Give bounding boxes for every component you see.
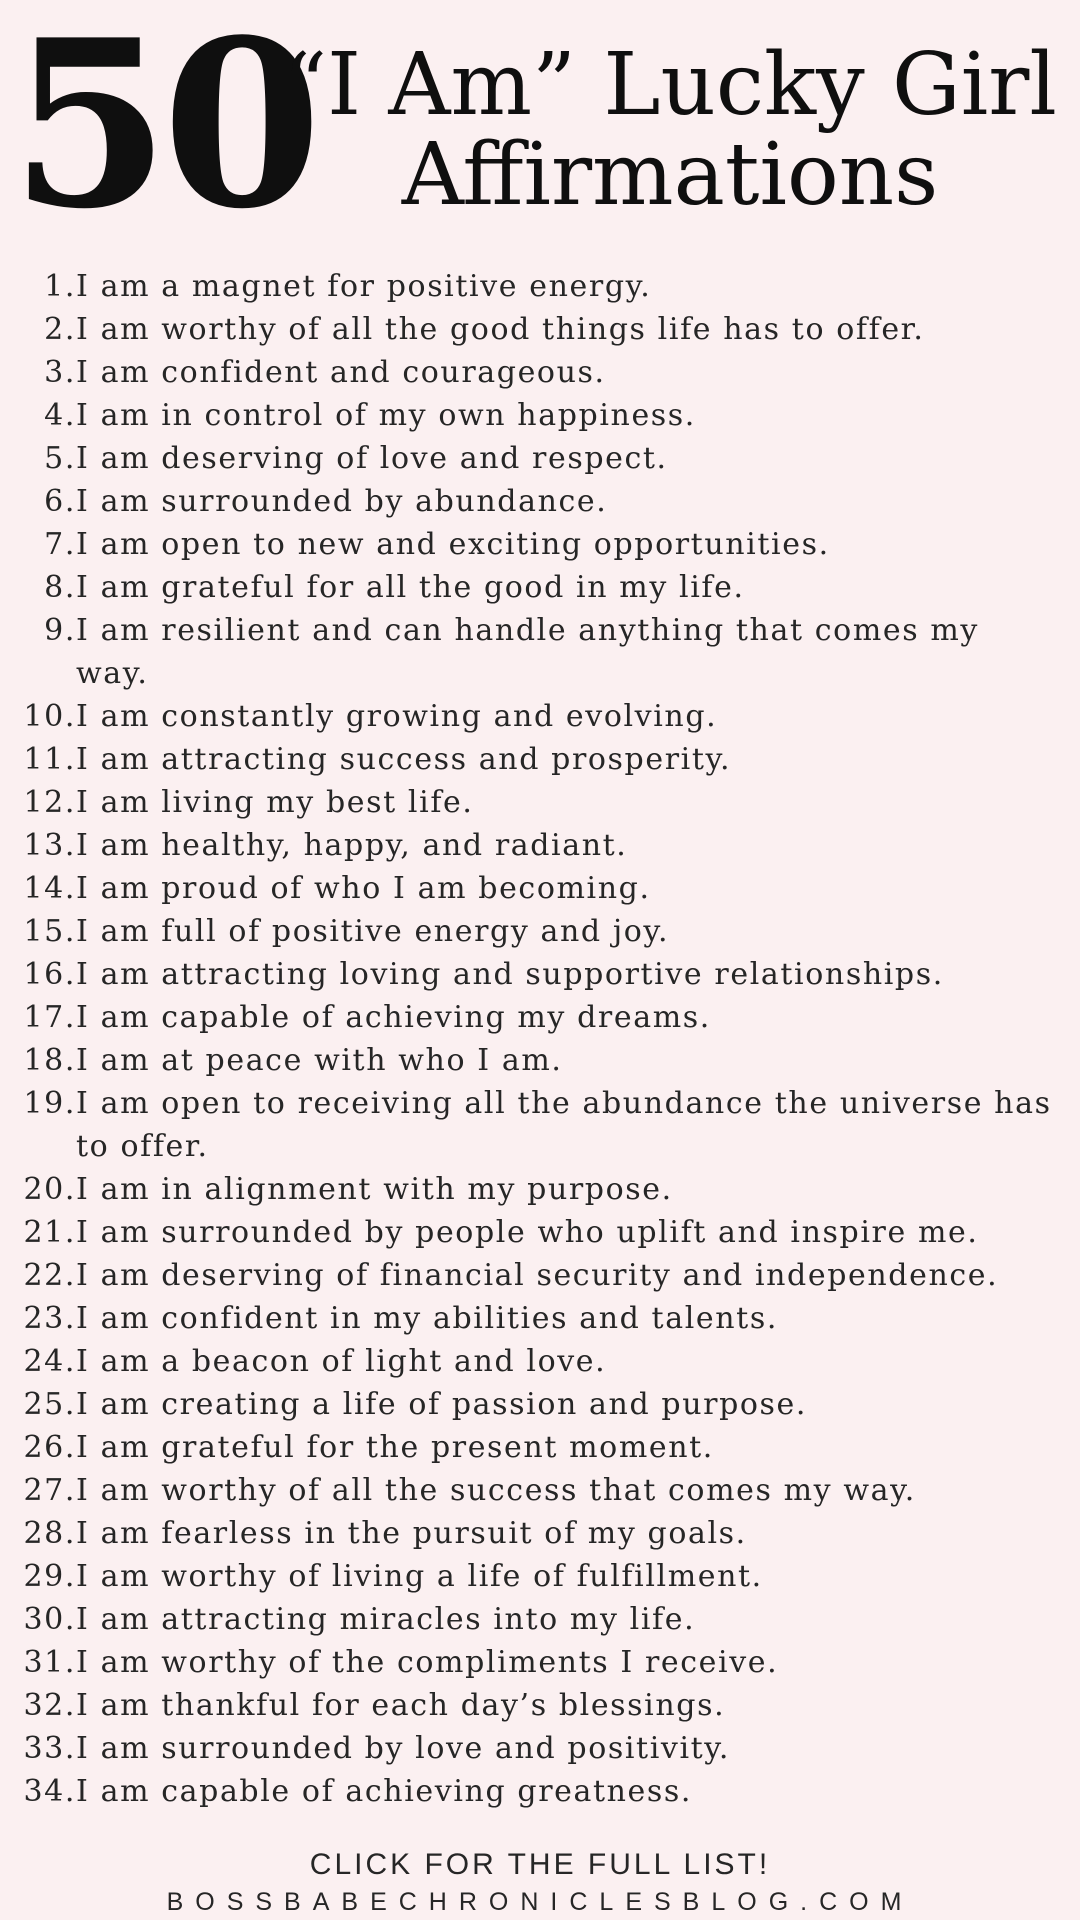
title-line-1: “I Am” Lucky Girl <box>283 35 1057 135</box>
header <box>0 0 1080 260</box>
list-item-number: 29. <box>23 1559 76 1594</box>
list-item-text: I am living my best life. <box>76 785 474 820</box>
list-item <box>18 1383 1058 1426</box>
list-item-number: 5. <box>44 441 76 476</box>
list-item-number: 16. <box>23 957 76 992</box>
list-item-number: 32. <box>23 1688 76 1723</box>
list-item <box>18 695 1058 738</box>
list-item-text: I am a magnet for positive energy. <box>76 269 652 304</box>
list-item-number: 23. <box>23 1301 76 1336</box>
list-item <box>18 1340 1058 1383</box>
page-title <box>270 35 1070 225</box>
list-item-text: I am healthy, happy, and radiant. <box>76 828 628 863</box>
list-item <box>18 1727 1058 1770</box>
list-item <box>18 265 1058 308</box>
list-item-text: I am worthy of living a life of fulfillment. <box>76 1559 763 1594</box>
list-item-text: I am worthy of all the success that comes my way. <box>76 1473 916 1508</box>
affirmation-list <box>18 265 1058 1813</box>
list-item-number: 31. <box>23 1645 76 1680</box>
list-item-number: 10. <box>23 699 76 734</box>
list-item <box>18 308 1058 351</box>
big-number: 50 <box>10 0 315 260</box>
list-item-number: 8. <box>44 570 76 605</box>
list-item-number: 33. <box>23 1731 76 1766</box>
list-item-text: I am surrounded by people who uplift and inspire me. <box>76 1215 979 1250</box>
list-item-number: 24. <box>23 1344 76 1379</box>
cta-link[interactable]: CLICK FOR THE FULL LIST! <box>309 1848 771 1881</box>
list-item-number: 26. <box>23 1430 76 1465</box>
list-item-text: I am open to receiving all the abundance the universe has to offer. <box>76 1086 1052 1164</box>
list-item-number: 12. <box>23 785 76 820</box>
list-item <box>18 1039 1058 1082</box>
list-item <box>18 351 1058 394</box>
list-item-number: 34. <box>23 1774 76 1809</box>
list-item-text: I am confident in my abilities and talents. <box>76 1301 778 1336</box>
list-item <box>18 781 1058 824</box>
list-item-number: 4. <box>44 398 76 433</box>
list-item-number: 9. <box>44 613 76 648</box>
list-item-text: I am at peace with who I am. <box>76 1043 563 1078</box>
list-item <box>18 738 1058 781</box>
list-item-number: 13. <box>23 828 76 863</box>
list-item-number: 19. <box>23 1086 76 1121</box>
list-item <box>18 1770 1058 1813</box>
list-item-text: I am grateful for all the good in my life. <box>76 570 745 605</box>
list-item-text: I am creating a life of passion and purpose. <box>76 1387 808 1422</box>
list-item <box>18 609 1058 695</box>
list-item-text: I am proud of who I am becoming. <box>76 871 651 906</box>
site-url[interactable]: BOSSBABECHRONICLESBLOG.COM <box>166 1888 914 1916</box>
list-item <box>18 523 1058 566</box>
list-item-number: 30. <box>23 1602 76 1637</box>
list-item <box>18 1641 1058 1684</box>
list-item-text: I am constantly growing and evolving. <box>76 699 718 734</box>
list-item <box>18 1082 1058 1168</box>
list-item-text: I am open to new and exciting opportunities. <box>76 527 830 562</box>
list-item <box>18 1555 1058 1598</box>
list-item-text: I am worthy of all the good things life has to offer. <box>76 312 925 347</box>
list-item-text: I am capable of achieving my dreams. <box>76 1000 711 1035</box>
list-item <box>18 566 1058 609</box>
list-item <box>18 910 1058 953</box>
list-item-number: 21. <box>23 1215 76 1250</box>
list-item <box>18 1254 1058 1297</box>
list-item <box>18 1426 1058 1469</box>
list-item <box>18 824 1058 867</box>
list-item-text: I am deserving of financial security and independence. <box>76 1258 999 1293</box>
list-item-number: 17. <box>23 1000 76 1035</box>
list-item-number: 15. <box>23 914 76 949</box>
list-item-text: I am surrounded by love and positivity. <box>76 1731 730 1766</box>
list-item-number: 22. <box>23 1258 76 1293</box>
list-item-text: I am attracting success and prosperity. <box>76 742 732 777</box>
list-item <box>18 1469 1058 1512</box>
list-item-number: 11. <box>23 742 76 777</box>
list-item-number: 28. <box>23 1516 76 1551</box>
list-item <box>18 480 1058 523</box>
list-item-number: 6. <box>44 484 76 519</box>
list-item <box>18 1598 1058 1641</box>
list-item-number: 7. <box>44 527 76 562</box>
title-line-2: Affirmations <box>401 125 939 225</box>
list-item-text: I am worthy of the compliments I receive. <box>76 1645 779 1680</box>
list-item <box>18 1211 1058 1254</box>
list-item-text: I am deserving of love and respect. <box>76 441 668 476</box>
list-item <box>18 867 1058 910</box>
list-item <box>18 394 1058 437</box>
list-item-text: I am in alignment with my purpose. <box>76 1172 673 1207</box>
list-item-number: 18. <box>23 1043 76 1078</box>
list-item <box>18 1168 1058 1211</box>
list-item-text: I am attracting miracles into my life. <box>76 1602 696 1637</box>
list-item-number: 1. <box>44 269 76 304</box>
list-item <box>18 1684 1058 1727</box>
list-item-text: I am confident and courageous. <box>76 355 606 390</box>
list-item-number: 3. <box>44 355 76 390</box>
list-item-number: 14. <box>23 871 76 906</box>
list-item-text: I am a beacon of light and love. <box>76 1344 607 1379</box>
list-item-text: I am grateful for the present moment. <box>76 1430 714 1465</box>
list-item-text: I am in control of my own happiness. <box>76 398 696 433</box>
list-item <box>18 1297 1058 1340</box>
list-item-number: 2. <box>44 312 76 347</box>
list-item-text: I am resilient and can handle anything that comes my way. <box>76 613 979 691</box>
list-item-number: 25. <box>23 1387 76 1422</box>
list-item <box>18 996 1058 1039</box>
list-item-number: 27. <box>23 1473 76 1508</box>
list-item-number: 20. <box>23 1172 76 1207</box>
list-item <box>18 437 1058 480</box>
list-item-text: I am fearless in the pursuit of my goals. <box>76 1516 747 1551</box>
list-item-text: I am attracting loving and supportive relationships. <box>76 957 944 992</box>
list-item-text: I am thankful for each day’s blessings. <box>76 1688 726 1723</box>
list-item-text: I am surrounded by abundance. <box>76 484 608 519</box>
list-item <box>18 953 1058 996</box>
list-item <box>18 1512 1058 1555</box>
list-item-text: I am full of positive energy and joy. <box>76 914 670 949</box>
list-item-text: I am capable of achieving greatness. <box>76 1774 693 1809</box>
